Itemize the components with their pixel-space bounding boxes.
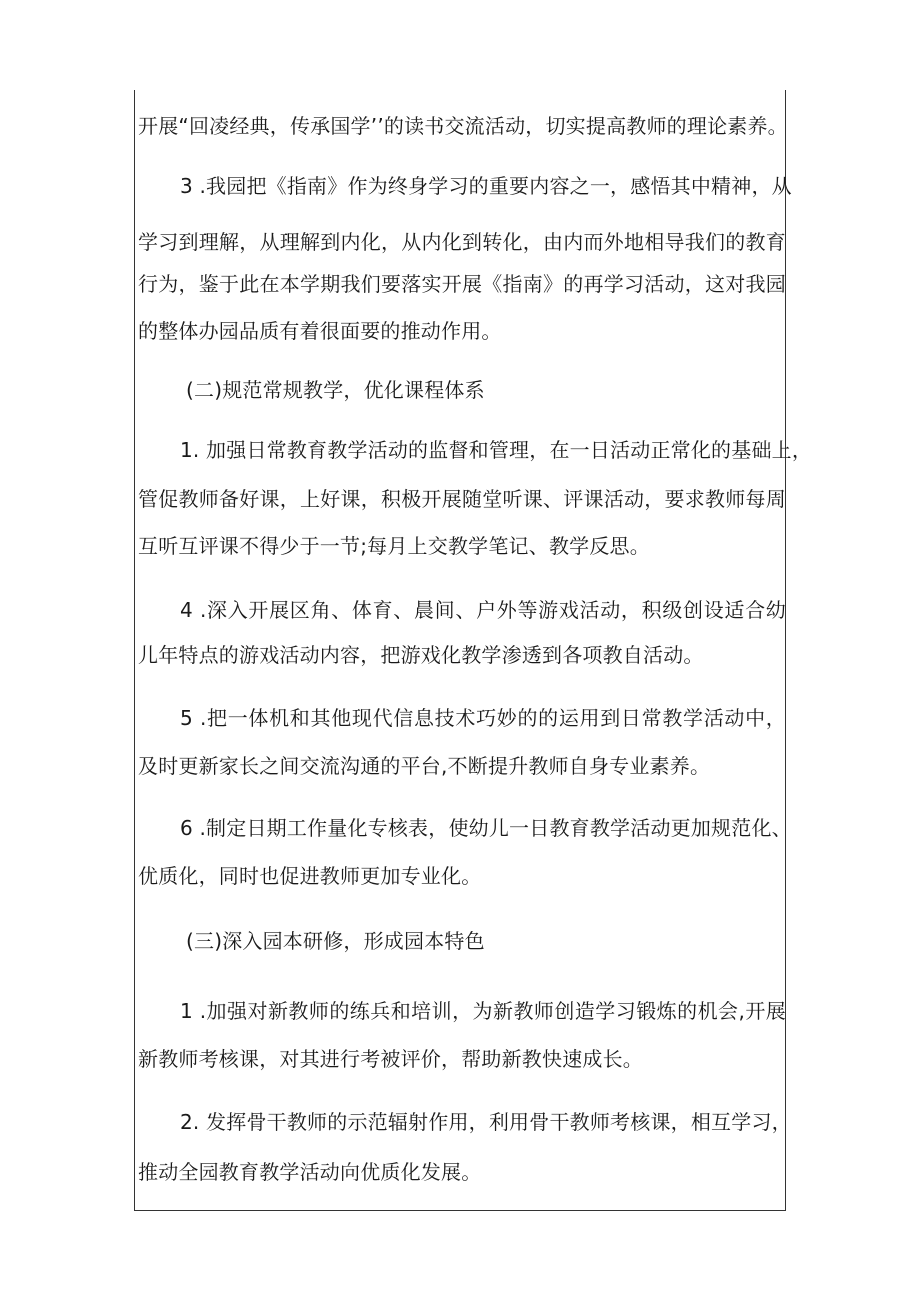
paragraph-item-2-line-1: 2. 发挥骨干教师的示范辐射作用，利用骨干教师考核课，相互学习， [180, 1110, 792, 1134]
paragraph-item-4-line-2: 儿年特点的游戏活动内容，把游戏化教学渗透到各项教自活动。 [138, 643, 704, 667]
paragraph-item-3-line-4: 的整体办园品质有着很面要的推动作用。 [138, 319, 502, 343]
paragraph-item-1-line-1: 1. 加强日常教育教学活动的监督和管理，在一日活动正常化的基础上， [180, 438, 813, 462]
paragraph-item-6-line-2: 优质化，同时也促进教师更加专业化。 [138, 864, 482, 888]
paragraph-item-4-line-1: 4 .深入开展区角、体育、晨间、户外等游戏活动，积级创设适合幼 [180, 598, 786, 622]
paragraph-item-5-line-2: 及时更新家长之间交流沟通的平台,不断提升教师自身专业素养。 [138, 754, 711, 778]
paragraph-item-3-line-3: 行为，鉴于此在本学期我们要落实开展《指南》的再学习活动，这对我园 [138, 272, 786, 296]
paragraph-item-1-line-2: 管促教师备好课，上好课，积极开展随堂听课、评课活动，要求教师每周 [138, 487, 786, 511]
paragraph-item-1b-line-2: 新教师考核课，对其进行考被评价，帮助新教快速成长。 [138, 1047, 643, 1071]
section-heading-2: (二)规范常规教学，优化课程体系 [186, 378, 485, 402]
paragraph-item-1-line-3: 互听互评课不得少于一节;每月上交教学笔记、教学反思。 [138, 534, 650, 558]
paragraph-item-5-line-1: 5 .把一体机和其他现代信息技术巧妙的的运用到日常教学活动中， [180, 706, 786, 730]
paragraph-line: 开展“回凌经典，传承国学’’的读书交流活动，切实提高教师的理论素养。 [138, 114, 788, 138]
paragraph-item-3-line-2: 学习到理解，从理解到内化，从内化到转化，由内而外地相导我们的教育 [138, 230, 786, 254]
paragraph-item-1b-line-1: 1 .加强对新教师的练兵和培训，为新教师创造学习锻炼的机会,开展 [180, 999, 786, 1023]
section-heading-3: (三)深入园本研修，形成园本特色 [186, 929, 485, 953]
paragraph-item-3-line-1: 3 .我园把《指南》作为终身学习的重要内容之一，感悟其中精神，从 [180, 174, 792, 198]
paragraph-item-6-line-1: 6 .制定日期工作量化专核表，使幼儿一日教育教学活动更加规范化、 [180, 816, 792, 840]
paragraph-item-2-line-2: 推动全园教育教学活动向优质化发展。 [138, 1160, 482, 1184]
